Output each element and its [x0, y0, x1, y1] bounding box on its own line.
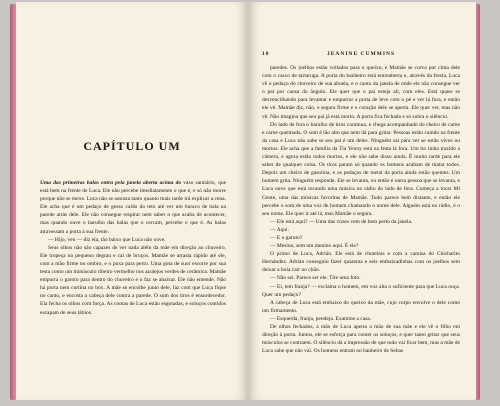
paragraph: — Esquerda, franja, pendeja. Examine a casa. [270, 315, 372, 322]
paragraph: — Ei, tem franja? — exclama o homem, em voz alta o suficiente para que Luca ouça. Quer um pedaço? [262, 283, 460, 298]
author-header: JEANINE CUMMINS [326, 51, 395, 57]
paragraph: — Não sei. Parece ser ele. Tire uma foto. [270, 275, 361, 282]
page-number: 10 [262, 51, 270, 57]
right-page-text [262, 64, 460, 355]
chapter-title: CAPÍTULO UM [83, 139, 181, 153]
running-head [262, 51, 460, 61]
right-page [248, 2, 476, 400]
first-paragraph [40, 179, 226, 236]
paragraph: O primo de Luca, Adrián. Ele está de chuteiras e com a camisa do Chicharito Hernández. Adrián conseguiu fazer quarenta e seis embaixadinhas com os joelhos sem deixar a bola cair no chão. [262, 251, 460, 274]
left-page-text [40, 179, 226, 317]
paragraph: — Aqui. [270, 226, 289, 233]
left-page [16, 2, 248, 400]
first-paragraph-body: vaso sanitário, que está bem na frente de Luca. Ele não percebe imediatamente o que é, e só não morre porque não se mexe. Luca não se assusta tanto quanto mais tarde irá explicar a cena. Ele acha que é um pedaço de gesso caído do teto até ver um buraco de bala na parede atrás dele. Ele não consegue respirar nem saber o que acaba de acontecer, mas quando ouve o barulho das balas que o cercam, percebe o que é. As balas atravessam a porta à sua frente. [40, 180, 227, 235]
paragraph: Do lado de fora o barulho de tiros continua, e chega acompanhado do cheiro de carne e carne queimada. O som é tão alto que nem dá para gritar. Pessoas estão caindo na frente da casa e Luca não sabe se seu pai é um deles. Ninguém sai para ver se estão vivos ou mortos. Ele acha que a família da Tia Yenny está na festa lá fora. Um tio tinha trazido a câmera, e agora estão todos mortos, e ele não sabe disso ainda. É muito tarde para ele saber de qualquer coisa. Os tiros param só quando os homens acabam de matar todos. Depois um cheiro de gasolina, e os pedaços de metal da porta ainda estão quentes. Um homem grita. Ninguém responde. Ele se levanta, ou então é outra pessoa que se levanta, e Luca ouve que está tocando uma música no rádio do lado de fora. Começa a tocar Mi Gente, uma das músicas favoritas de Mamãe. Tudo parece bem distante, e então ele percebe o som de uma voz de homem chamando o nome dele. Alguém está no rádio, é o seu nome. Ele quer ir até lá, mas Mamãe o segura. [262, 121, 460, 217]
paragraph: A cabeça de Luca está embaixo do queixo da mãe, cujo corpo envolve o dele como um firmamento. [262, 299, 460, 314]
paragraph: — Ele está aqui? — Uma das vozes vem de bem perto da janela. [270, 218, 413, 225]
paragraph: Seus olhos não são capazes de ver nada além da mãe em direção ao chuveiro. Ele tropeça no pequeno degrau e cai de bruços. Mamãe se arrasta rápido até ele, com a mão firme no ombro, e o puxa para perto. Uma gota de suor escorre por sua testa como um minúsculo ribeiro vermelho nos azulejos verdes de cerâmica. Mamãe empurra o garoto para dentro do chuveiro e o faz se abaixar. Ele não entende. Não há porta nem cortina no box. A mãe se encolhe junto dele, faz com que Luca fique no canto, e encosta a cabeça dele contra a parede. O som dos tiros é ensurdecedor. Ela fecha os olhos com força. As contas de Luca estão esgotadas, e soluços contidos escapam de seus lábios. [40, 244, 226, 316]
paragraph: paredes. Os joelhos estão voltados para o queixo, e Mamãe se curva por cima dele com o casco de tartaruga. A porta do banheiro está entreaberta e, através da fresta, Luca vê o pedaço do chuveiro de sua abuela, e o canto da janela de onde ele não consegue ver o pai por causa do ângulo. Ele quer que o pai esteja ali, com eles. Está quase se desvencilhando para levantar e empurrar a porta de leve com o pé e ver lá fora, e então ele vê. Mamãe diz, não, e segura firme e o coração dele se aperta. Ele quer ver, mas não vê. Não imagina que seu pai já está morto. A porta fica fechada e só sobra o silêncio. [262, 65, 460, 120]
paragraph: — Hijo, ven — diz ela, tão baixo que Luca não ouve. [48, 236, 166, 243]
paragraph: — Mesmo, sem um menino aqui. É ele? [270, 243, 359, 250]
first-paragraph-lead: Uma das primeiras balas entra pela janela aberta acima do [40, 180, 182, 186]
paragraph: De olhos fechados, a mão de Luca aperta a mão de sua mãe e ele vê o filho em direção à porta. Juntos, ele se esforça para conter os soluços, e quer tanto gritar que seus músculos se contraem. O silêncio dá a impressão de que tudo vai ficar bem, mas a mãe de Luca sabe que não vai. Os homens entram no banheiro de Sebas [262, 324, 460, 355]
paragraph: — E o garoto? [270, 234, 303, 241]
